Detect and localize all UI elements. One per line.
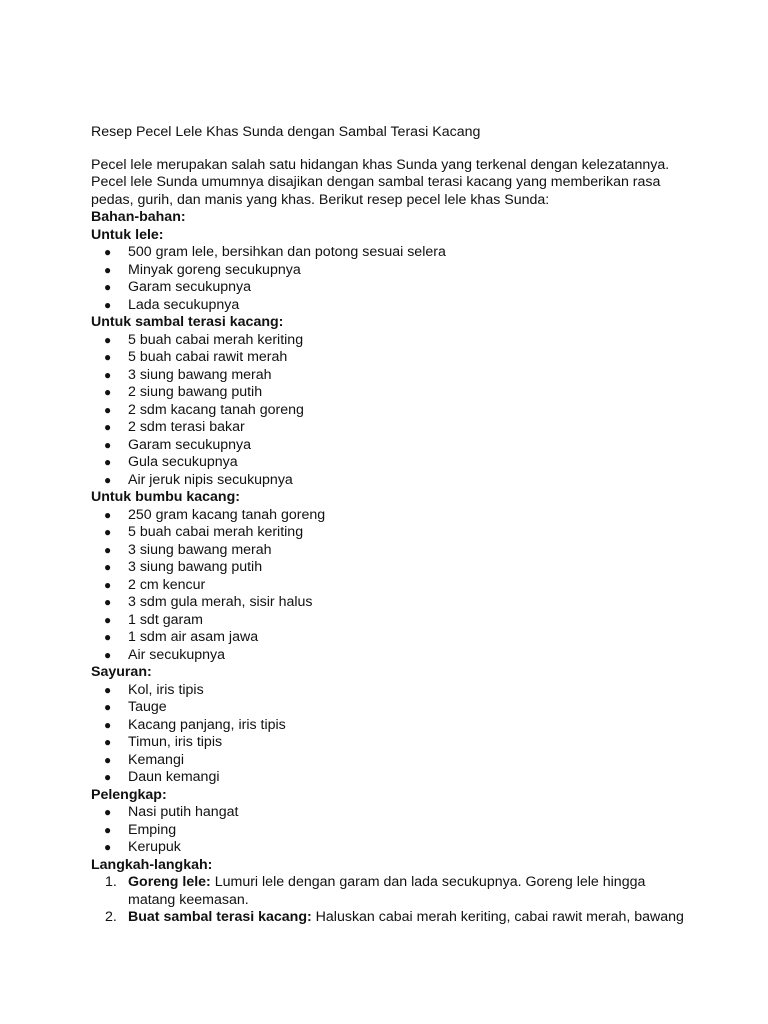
list-item-text: 5 buah cabai merah keriting [128,524,304,540]
bullet-icon: ● [104,822,112,837]
list-item [91,822,691,840]
steps-heading: Langkah-langkah: [91,856,213,873]
list-item-text: 1 sdt garam [128,611,203,628]
section-heading: Pelengkap: [91,786,167,803]
list-item [91,507,691,525]
ingredient-list [91,332,691,490]
bullet-icon: ● [104,350,112,364]
list-item-text: Minyak goreng secukupnya [128,261,301,278]
list-item [91,699,691,717]
ingredients-heading: Bahan-bahan: [91,209,186,225]
list-item-text: Daun kemangi [128,769,220,785]
list-item [91,804,691,822]
list-item [91,419,691,437]
section-heading: Untuk bumbu kacang: [91,489,240,505]
bullet-icon: ● [104,280,112,294]
bullet-icon: ● [104,420,112,434]
list-item-text: Lada secukupnya [128,296,240,313]
list-item-text: 2 sdm terasi bakar [128,419,245,435]
bullet-icon: ● [104,752,112,767]
list-item-text: 3 siung bawang merah [128,366,272,383]
bullet-icon: ● [104,630,112,644]
bullet-icon: ● [104,770,112,784]
intro-line-3: pedas, gurih, dan manis yang khas. Berikut resep pecel lele khas Sunda: [91,191,550,208]
bullet-icon: ● [104,245,112,259]
step-text [128,909,691,927]
step-description: Lumuri lele dengan garam dan lada secukupnya. Goreng lele hingga [210,874,646,890]
list-item-text: Kemangi [128,751,184,768]
list-item [91,559,691,577]
list-item [91,244,691,262]
list-item-text: Air jeruk nipis secukupnya [128,471,293,488]
list-item [91,279,691,297]
bullet-icon: ● [104,560,112,574]
bullet-icon: ● [104,612,112,627]
step-number: 2. [105,909,117,925]
list-item [91,542,691,560]
list-item-text: Air secukupnya [128,646,225,663]
list-item-text: 2 siung bawang putih [128,384,263,400]
list-item [91,682,691,700]
list-item-text: Kol, iris tipis [128,681,204,698]
list-item-text: Gula secukupnya [128,454,238,470]
bullet-icon: ● [104,332,112,347]
list-item-text: 5 buah cabai rawit merah [128,349,288,365]
bullet-icon: ● [104,717,112,732]
bullet-icon: ● [104,402,112,417]
step-description: Haluskan cabai merah keriting, cabai rawit merah, bawang [311,909,684,925]
list-item [91,367,691,385]
step-text [128,874,691,909]
bullet-icon: ● [104,297,112,312]
list-item [91,752,691,770]
list-item [91,402,691,420]
step-item [91,874,691,909]
ingredient-list [91,244,691,314]
list-item-text: 3 sdm gula merah, sisir halus [128,594,313,610]
document-title: Resep Pecel Lele Khas Sunda dengan Sambal Terasi Kacang [91,124,481,140]
bullet-icon: ● [104,472,112,487]
list-item-text: Garam secukupnya [128,279,252,295]
ingredient-list [91,804,691,857]
list-item [91,734,691,752]
list-item-text: 500 gram lele, bersihkan dan potong sesuai selera [128,244,446,260]
list-item-text: 1 sdm air asam jawa [128,629,259,645]
list-item [91,437,691,455]
list-item [91,349,691,367]
section-heading: Untuk sambal terasi kacang: [91,314,284,330]
list-item-text: 5 buah cabai merah keriting [128,331,304,348]
list-item [91,629,691,647]
list-item-text: Kacang panjang, iris tipis [128,716,286,733]
section-heading: Untuk lele: [91,226,164,243]
list-item [91,717,691,735]
step-label: Buat sambal terasi kacang: [128,909,312,925]
list-item [91,577,691,595]
list-item-text: 3 siung bawang putih [128,559,263,575]
bullet-icon: ● [104,682,112,697]
bullet-icon: ● [104,455,112,469]
list-item-text: 3 siung bawang merah [128,541,272,558]
list-item-text: Timun, iris tipis [128,734,223,750]
bullet-icon: ● [104,805,112,819]
list-item [91,332,691,350]
step-description-continued: matang keemasan. [128,891,249,908]
list-item-text: Nasi putih hangat [128,804,239,820]
list-item [91,384,691,402]
bullet-icon: ● [104,262,112,277]
list-item [91,454,691,472]
step-label: Goreng lele: [128,874,211,890]
step-item [91,909,691,927]
bullet-icon: ● [104,577,112,592]
list-item [91,612,691,630]
intro-line-1: Pecel lele merupakan salah satu hidangan khas Sunda yang terkenal dengan kelezatannya. [91,156,670,173]
list-item-text: Tauge [128,699,167,715]
bullet-icon: ● [104,437,112,452]
bullet-icon: ● [104,735,112,749]
list-item [91,769,691,787]
bullet-icon: ● [104,525,112,539]
ingredient-list [91,682,691,787]
list-item-text: 2 sdm kacang tanah goreng [128,401,304,418]
ingredient-sections [91,227,691,857]
bullet-icon: ● [104,840,112,854]
section-heading: Sayuran: [91,664,152,680]
steps-list [91,874,691,927]
list-item [91,472,691,490]
list-item-text: Kerupuk [128,839,181,855]
bullet-icon: ● [104,595,112,609]
list-item-text: Garam secukupnya [128,436,252,453]
list-item [91,594,691,612]
ingredient-list [91,507,691,665]
list-item [91,524,691,542]
list-item [91,647,691,665]
bullet-icon: ● [104,507,112,522]
list-item-text: 2 cm kencur [128,576,206,593]
list-item-text: Emping [128,821,177,838]
bullet-icon: ● [104,647,112,662]
bullet-icon: ● [104,700,112,714]
intro-line-2: Pecel lele Sunda umumnya disajikan dengan sambal terasi kacang yang memberikan rasa [91,174,661,190]
bullet-icon: ● [104,367,112,382]
list-item-text: 250 gram kacang tanah goreng [128,506,326,523]
bullet-icon: ● [104,542,112,557]
list-item [91,262,691,280]
document-content [91,124,691,927]
list-item [91,297,691,315]
step-number: 1. [105,874,117,890]
bullet-icon: ● [104,385,112,399]
list-item [91,839,691,857]
